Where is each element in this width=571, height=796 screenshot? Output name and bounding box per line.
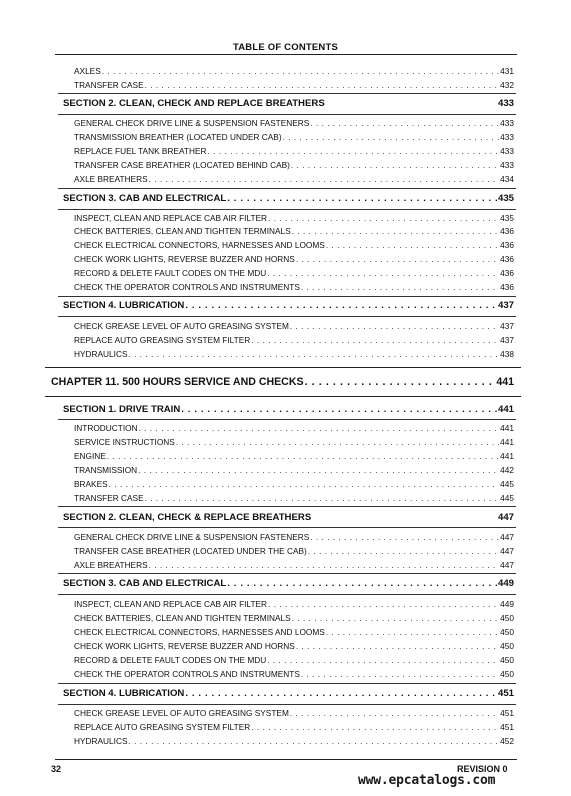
toc-entry-page: 436 xyxy=(500,240,514,250)
toc-entry-page: 436 xyxy=(500,226,514,236)
toc-item-entry[interactable] xyxy=(74,560,514,571)
toc-entry-page: 445 xyxy=(500,493,514,503)
dot-leader xyxy=(283,133,500,142)
toc-entry-page: 450 xyxy=(500,613,514,623)
dot-leader xyxy=(251,723,499,732)
toc-item-entry[interactable] xyxy=(74,254,514,265)
toc-item-entry[interactable] xyxy=(74,722,514,733)
dot-leader xyxy=(301,283,499,292)
dot-leader xyxy=(138,466,499,475)
toc-entry-page: 447 xyxy=(500,560,514,570)
toc-entry-page: 441 xyxy=(500,451,514,461)
dot-leader xyxy=(128,350,499,359)
toc-entry-page: 435 xyxy=(497,193,514,204)
chapter-divider xyxy=(45,367,521,368)
toc-item-entry[interactable] xyxy=(74,546,514,557)
dot-leader xyxy=(267,269,499,278)
toc-section-entry[interactable] xyxy=(63,578,514,591)
toc-item-entry[interactable] xyxy=(74,349,514,360)
dot-leader xyxy=(268,600,499,609)
toc-entry-page: 452 xyxy=(500,736,514,746)
toc-item-entry[interactable] xyxy=(74,132,514,143)
toc-item-entry[interactable] xyxy=(74,282,514,293)
toc-item-entry[interactable] xyxy=(74,321,514,332)
toc-entry-title: TRANSFER CASE xyxy=(74,493,144,503)
toc-entry-page: 433 xyxy=(500,118,514,128)
section-divider xyxy=(58,573,516,574)
toc-section-entry[interactable] xyxy=(63,193,514,206)
dot-leader xyxy=(292,614,499,623)
toc-section-entry[interactable] xyxy=(63,404,514,417)
dot-leader xyxy=(107,452,499,461)
toc-entry-page: 437 xyxy=(500,321,514,331)
toc-entry-title: REPLACE AUTO GREASING SYSTEM FILTER xyxy=(74,722,251,732)
toc-item-entry[interactable] xyxy=(74,423,514,434)
dot-leader xyxy=(185,688,497,699)
dot-leader xyxy=(310,119,499,128)
toc-entry-page: 436 xyxy=(500,268,514,278)
toc-entry-page: 431 xyxy=(500,66,514,76)
toc-entry-title: TRANSMISSION BREATHER (LOCATED UNDER CAB) xyxy=(74,132,282,142)
toc-item-entry[interactable] xyxy=(74,437,514,448)
toc-item-entry[interactable] xyxy=(74,669,514,680)
toc-entry-page: 437 xyxy=(497,300,514,311)
dot-leader xyxy=(308,547,499,556)
section-divider xyxy=(58,316,516,317)
toc-section-entry[interactable] xyxy=(63,98,514,111)
toc-entry-title: CHAPTER 11. 500 HOURS SERVICE AND CHECKS xyxy=(51,376,304,388)
section-divider xyxy=(58,93,516,94)
toc-entry-page: 433 xyxy=(500,146,514,156)
toc-entry-page: 432 xyxy=(500,80,514,90)
toc-entry-title: SERVICE INSTRUCTIONS xyxy=(74,437,175,447)
toc-item-entry[interactable] xyxy=(74,599,514,610)
toc-entry-title: SECTION 1. DRIVE TRAIN xyxy=(63,404,181,415)
toc-entry-title: AXLE BREATHERS xyxy=(74,560,148,570)
toc-entry-page: 450 xyxy=(500,627,514,637)
toc-entry-page: 438 xyxy=(500,349,514,359)
toc-entry-title: BRAKES xyxy=(74,479,108,489)
toc-entry-title: CHECK BATTERIES, CLEAN AND TIGHTEN TERMINALS xyxy=(74,226,291,236)
dot-leader xyxy=(251,336,499,345)
toc-entry-page: 441 xyxy=(496,376,514,388)
toc-entry-page: 436 xyxy=(500,254,514,264)
toc-entry-title: CHECK ELECTRICAL CONNECTORS, HARNESSES AND LOOMS xyxy=(74,627,325,637)
dot-leader xyxy=(145,81,500,90)
toc-entry-page: 447 xyxy=(500,546,514,556)
toc-entry-title: CHECK THE OPERATOR CONTROLS AND INSTRUMENTS xyxy=(74,282,300,292)
toc-entry-title: INSPECT, CLEAN AND REPLACE CAB AIR FILTER xyxy=(74,213,268,223)
toc-entry-title: SECTION 3. CAB AND ELECTRICAL xyxy=(63,193,227,204)
toc-entry-page: 451 xyxy=(500,708,514,718)
toc-item-entry[interactable] xyxy=(74,80,514,91)
toc-entry-title: GENERAL CHECK DRIVE LINE & SUSPENSION FASTENERS xyxy=(74,532,310,542)
toc-entry-page: 451 xyxy=(497,688,514,699)
toc-entry-page: 442 xyxy=(500,465,514,475)
toc-entry-title: RECORD & DELETE FAULT CODES ON THE MDU xyxy=(74,655,267,665)
toc-entry-page: 441 xyxy=(500,437,514,447)
toc-entry-page: 433 xyxy=(497,98,514,109)
toc-entry-title: TRANSFER CASE BREATHER (LOCATED BEHIND CAB) xyxy=(74,160,290,170)
toc-entry-title: TRANSMISSION xyxy=(74,465,138,475)
toc-item-entry[interactable] xyxy=(74,213,514,224)
toc-entry-page: 445 xyxy=(500,479,514,489)
toc-entry-title: SECTION 4. LUBRICATION xyxy=(63,300,185,311)
dot-leader xyxy=(102,67,499,76)
toc-item-entry[interactable] xyxy=(74,736,514,747)
toc-item-entry[interactable] xyxy=(74,708,514,719)
dot-leader xyxy=(176,438,499,447)
toc-item-entry[interactable] xyxy=(74,613,514,624)
toc-item-entry[interactable] xyxy=(74,532,514,543)
dot-leader xyxy=(310,533,499,542)
toc-entry-title: RECORD & DELETE FAULT CODES ON THE MDU xyxy=(74,268,267,278)
dot-leader xyxy=(109,480,499,489)
dot-leader xyxy=(207,147,499,156)
toc-section-entry[interactable] xyxy=(63,512,514,525)
toc-item-entry[interactable] xyxy=(74,627,514,638)
dot-leader xyxy=(296,642,499,651)
toc-entry-title: INTRODUCTION xyxy=(74,423,138,433)
toc-entry-title: REPLACE AUTO GREASING SYSTEM FILTER xyxy=(74,335,251,345)
toc-item-entry[interactable] xyxy=(74,493,514,504)
toc-entry-title: GENERAL CHECK DRIVE LINE & SUSPENSION FASTENERS xyxy=(74,118,310,128)
dot-leader xyxy=(227,578,497,589)
dot-leader xyxy=(267,656,499,665)
dot-leader xyxy=(290,709,499,718)
toc-entry-page: 447 xyxy=(497,512,514,523)
dot-leader xyxy=(185,300,497,311)
toc-entry-title: CHECK GREASE LEVEL OF AUTO GREASING SYSTEM xyxy=(74,708,289,718)
toc-entry-page: 451 xyxy=(500,722,514,732)
toc-entry-page: 441 xyxy=(500,423,514,433)
dot-leader xyxy=(181,404,497,415)
page-number: 32 xyxy=(51,764,62,774)
dot-leader xyxy=(326,241,499,250)
toc-entry-page: 450 xyxy=(500,669,514,679)
section-divider xyxy=(58,527,516,528)
section-divider xyxy=(58,188,516,189)
dot-leader xyxy=(128,737,499,746)
toc-entry-page: 449 xyxy=(497,578,514,589)
toc-entry-title: CHECK THE OPERATOR CONTROLS AND INSTRUMENTS xyxy=(74,669,300,679)
toc-section-entry[interactable] xyxy=(63,688,514,701)
toc-entry-page: 435 xyxy=(500,213,514,223)
dot-leader xyxy=(149,561,500,570)
chapter-divider xyxy=(45,396,521,397)
toc-entry-title: CHECK WORK LIGHTS, REVERSE BUZZER AND HORNS xyxy=(74,254,295,264)
section-divider xyxy=(58,683,516,684)
dot-leader xyxy=(296,255,499,264)
dot-leader xyxy=(149,175,500,184)
toc-item-entry[interactable] xyxy=(74,335,514,346)
dot-leader xyxy=(292,227,499,236)
dot-leader xyxy=(305,376,496,388)
toc-entry-title: INSPECT, CLEAN AND REPLACE CAB AIR FILTER xyxy=(74,599,268,609)
dot-leader xyxy=(227,193,497,204)
dot-leader xyxy=(145,494,500,503)
footer-rule xyxy=(55,759,517,760)
toc-entry-page: 450 xyxy=(500,641,514,651)
toc-item-entry[interactable] xyxy=(74,160,514,171)
section-divider xyxy=(58,419,516,420)
toc-chapter-entry[interactable] xyxy=(51,376,514,390)
toc-entry-page: 450 xyxy=(500,655,514,665)
toc-item-entry[interactable] xyxy=(74,66,514,77)
toc-entry-page: 433 xyxy=(500,132,514,142)
toc-entry-title: AXLES xyxy=(74,66,101,76)
toc-entry-title: CHECK BATTERIES, CLEAN AND TIGHTEN TERMINALS xyxy=(74,613,291,623)
dot-leader xyxy=(139,424,500,433)
toc-entry-title: CHECK ELECTRICAL CONNECTORS, HARNESSES AND LOOMS xyxy=(74,240,325,250)
toc-item-entry[interactable] xyxy=(74,268,514,279)
toc-item-entry[interactable] xyxy=(74,174,514,185)
toc-entry-page: 449 xyxy=(500,599,514,609)
dot-leader xyxy=(301,670,499,679)
dot-leader xyxy=(290,322,499,331)
toc-item-entry[interactable] xyxy=(74,240,514,251)
toc-entry-title: SECTION 4. LUBRICATION xyxy=(63,688,185,699)
watermark: www.epcatalogs.com xyxy=(358,773,496,788)
dot-leader xyxy=(291,161,499,170)
toc-entry-page: 433 xyxy=(500,160,514,170)
section-divider xyxy=(58,296,516,297)
toc-entry-title: CHECK GREASE LEVEL OF AUTO GREASING SYSTEM xyxy=(74,321,289,331)
toc-entry-title: ENGINE xyxy=(74,451,106,461)
toc-entry-title: TRANSFER CASE BREATHER (LOCATED UNDER THE CAB) xyxy=(74,546,307,556)
toc-item-entry[interactable] xyxy=(74,465,514,476)
section-divider xyxy=(58,114,516,115)
toc-entry-page: 441 xyxy=(497,404,514,415)
toc-entry-page: 434 xyxy=(500,174,514,184)
toc-entry-page: 436 xyxy=(500,282,514,292)
toc-entry-title: AXLE BREATHERS xyxy=(74,174,148,184)
toc-entry-page: 437 xyxy=(500,335,514,345)
section-divider xyxy=(58,506,516,507)
toc-entry-title: CHECK WORK LIGHTS, REVERSE BUZZER AND HORNS xyxy=(74,641,295,651)
section-divider xyxy=(58,209,516,210)
dot-leader xyxy=(268,214,499,223)
toc-entry-title: REPLACE FUEL TANK BREATHER xyxy=(74,146,207,156)
toc-item-entry[interactable] xyxy=(74,641,514,652)
dot-leader xyxy=(326,628,499,637)
toc-item-entry[interactable] xyxy=(74,655,514,666)
toc-entry-title: TRANSFER CASE xyxy=(74,80,144,90)
page-title: TABLE OF CONTENTS xyxy=(232,42,339,53)
toc-entry-title: HYDRAULICS xyxy=(74,349,128,359)
toc-entry-title: SECTION 2. CLEAN, CHECK AND REPLACE BREATHERS xyxy=(63,98,325,109)
section-divider xyxy=(58,704,516,705)
toc-item-entry[interactable] xyxy=(74,451,514,462)
toc-entry-page: 447 xyxy=(500,532,514,542)
toc-entry-title: SECTION 2. CLEAN, CHECK & REPLACE BREATHERS xyxy=(63,512,312,523)
toc-section-entry[interactable] xyxy=(63,300,514,313)
toc-item-entry[interactable] xyxy=(74,479,514,490)
section-divider xyxy=(58,594,516,595)
revision-label: REVISION 0 xyxy=(457,764,508,774)
toc-item-entry[interactable] xyxy=(74,146,514,157)
toc-entry-title: SECTION 3. CAB AND ELECTRICAL xyxy=(63,578,227,589)
toc-entry-title: HYDRAULICS xyxy=(74,736,128,746)
toc-item-entry[interactable] xyxy=(74,226,514,237)
toc-item-entry[interactable] xyxy=(74,118,514,129)
